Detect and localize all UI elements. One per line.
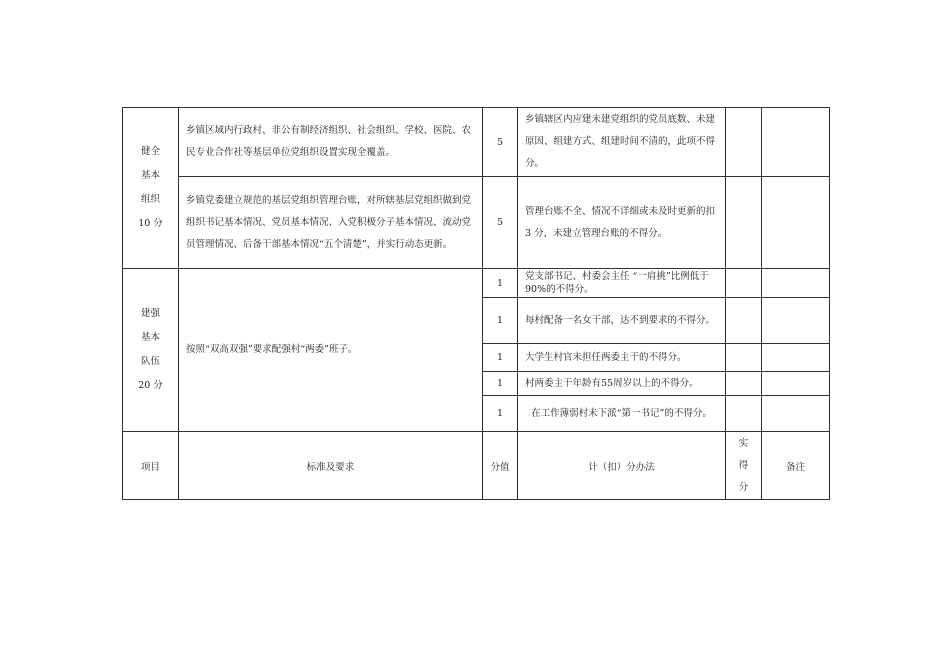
remark-cell (762, 177, 830, 269)
remark-cell (762, 372, 830, 396)
score-cell: 1 (483, 269, 518, 298)
table-row (123, 177, 830, 269)
remark-cell (762, 108, 830, 177)
header-remark: 备注 (762, 432, 830, 500)
remark-cell (762, 344, 830, 372)
category-label-line: 队伍 (140, 356, 160, 367)
actual-score-cell (726, 396, 762, 432)
score-cell: 1 (483, 372, 518, 396)
header-actual-line: 得 (738, 459, 749, 471)
score-cell: 1 (483, 298, 518, 344)
category-label-line: 10 分 (138, 218, 163, 229)
score-cell: 1 (483, 344, 518, 372)
method-cell: 乡镇辖区内应建未建党组织的党员底数、未建原因、组建方式、组建时间不清的，此项不得分。 (518, 108, 726, 177)
actual-score-cell (726, 344, 762, 372)
method-cell: 党支部书记、村委会主任 “一肩挑”比例低于 90%的不得分。 (518, 269, 726, 298)
remark-cell (762, 269, 830, 298)
category-cell (123, 108, 179, 269)
header-actual-line: 分 (738, 481, 749, 493)
actual-score-cell (726, 372, 762, 396)
header-actual-line: 实 (738, 437, 749, 449)
actual-score-cell (726, 298, 762, 344)
standard-cell: 乡镇党委建立规范的基层党组织管理台账，对所辖基层党组织做到党组织书记基本情况、党员基本情况、入党积极分子基本情况、流动党员管理情况、后备干部基本情况“五个清楚”，并实行动态更新。 (179, 177, 483, 269)
score-cell: 5 (483, 177, 518, 269)
header-standard: 标准及要求 (179, 432, 483, 500)
category-label-line: 20 分 (138, 380, 163, 391)
category-cell (123, 269, 179, 432)
category-label-line: 建强 (140, 308, 160, 319)
category-label-line: 健全 (140, 146, 160, 157)
actual-score-cell (726, 269, 762, 298)
header-actual-score (726, 432, 762, 500)
header-method: 计（扣）分办法 (518, 432, 726, 500)
actual-score-cell (726, 177, 762, 269)
category-label-line: 基本 (140, 170, 160, 181)
header-score: 分值 (483, 432, 518, 500)
method-cell: 大学生村官未担任两委主干的不得分。 (518, 344, 726, 372)
table-header-row (123, 432, 830, 500)
score-cell: 5 (483, 108, 518, 177)
table-row (123, 108, 830, 177)
method-cell: 在工作薄弱村未下派“第一书记”的不得分。 (518, 396, 726, 432)
method-cell: 管理台账不全、情况不详细或未及时更新的扣 3 分，未建立管理台账的不得分。 (518, 177, 726, 269)
category-label-line: 组织 (140, 194, 160, 205)
standard-cell: 乡镇区域内行政村、非公有制经济组织、社会组织、学校、医院、农民专业合作社等基层单位党组织设置实现全覆盖。 (179, 108, 483, 177)
standard-cell: 按照“双高双强”要求配强村“两委”班子。 (179, 269, 483, 432)
method-cell: 村两委主干年龄有55周岁以上的不得分。 (518, 372, 726, 396)
category-label-line: 基本 (140, 332, 160, 343)
remark-cell (762, 396, 830, 432)
remark-cell (762, 298, 830, 344)
method-cell: 每村配备一名女干部，达不到要求的不得分。 (518, 298, 726, 344)
actual-score-cell (726, 108, 762, 177)
header-item: 项目 (123, 432, 179, 500)
assessment-table (122, 107, 830, 500)
table-row (123, 269, 830, 298)
score-cell: 1 (483, 396, 518, 432)
